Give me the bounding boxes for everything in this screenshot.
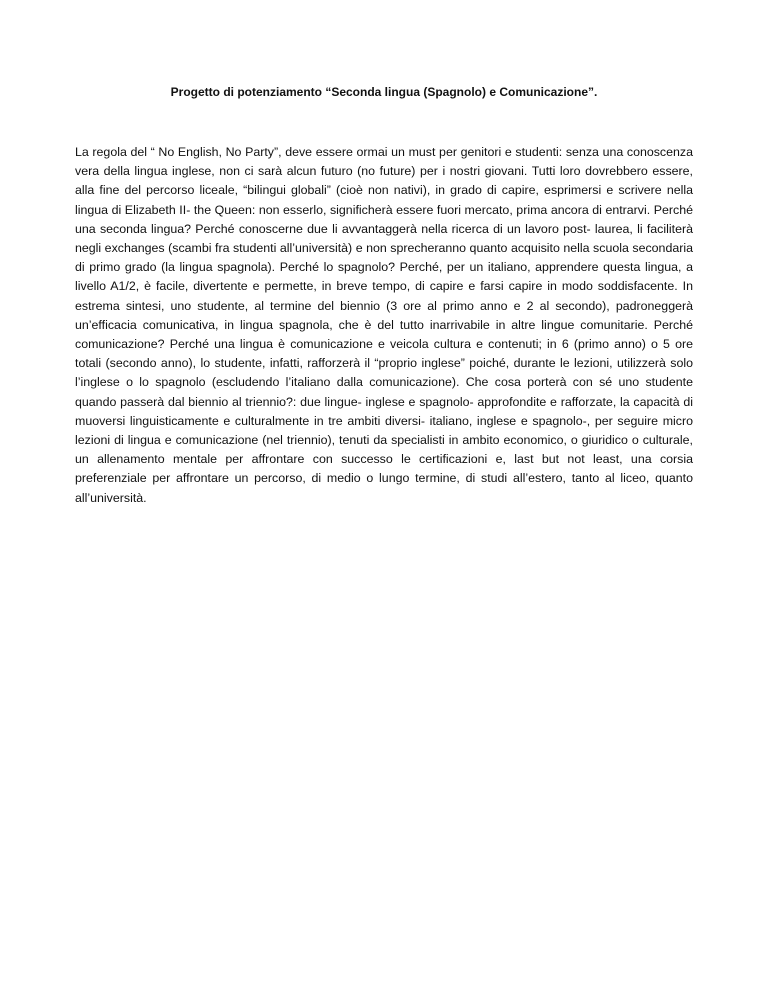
document-title: Progetto di potenziamento “Seconda lingua (Spagnolo) e Comunicazione”. xyxy=(170,85,598,99)
document-paragraph: La regola del “ No English, No Party”, deve essere ormai un must per genitori e studenti: senza una conoscenza vera della lingua inglese, non ci sarà alcun futuro (no future) per i nostri giovani. Tutti loro dovrebbero essere, alla fine del percorso liceale, “bilingui globali” (cioè non nativi), in grado di capire, esprimersi e scrivere nella lingua di Elizabeth II- the Queen: non esserlo, significherà essere fuori mercato, prima ancora di entrarvi. Perché una seconda lingua? Perché conoscerne due li avvantaggerà nella ricerca di un lavoro post- laurea, li faciliterà negli exchanges (scambi fra studenti all’università) e non sprecheranno quanto acquisito nella scuola secondaria di primo grado (la lingua spagnola). Perché lo spagnolo? Perché, per un italiano, apprendere questa lingua, a livello A1/2, è facile, divertente e permette, in breve tempo, di capire e farsi capire in modo soddisfacente. In estrema sintesi, uno studente, al termine del biennio (3 ore al primo anno e 2 al secondo), padroneggerà un’efficacia comunicativa, in lingua spagnola, che è del tutto inarrivabile in altre lingue comunitarie. Perché comunicazione? Perché una lingua è comunicazione e veicola cultura e contenuti; in 6 (primo anno) o 5 ore totali (secondo anno), lo studente, infatti, rafforzerà il “proprio inglese” poiché, durante le lezioni, utilizzerà solo l’inglese o lo spagnolo (escludendo l’italiano dalla comunicazione). Che cosa porterà con sé uno studente quando passerà dal biennio al triennio?: due lingue- inglese e spagnolo- approfondite e rafforzate, la capacità di muoversi linguisticamente e culturalmente in tre ambiti diversi- italiano, inglese e spagnolo-, per seguire micro lezioni di lingua e comunicazione (nel triennio), tenuti da specialisti in ambito economico, o giuridico o culturale, un allenamento mentale per affrontare con successo le certificazioni e, last but not least, una corsia preferenziale per affrontare un percorso, di medio o lungo termine, di studi all’estero, tanto al liceo, quanto all’università. xyxy=(75,145,693,505)
